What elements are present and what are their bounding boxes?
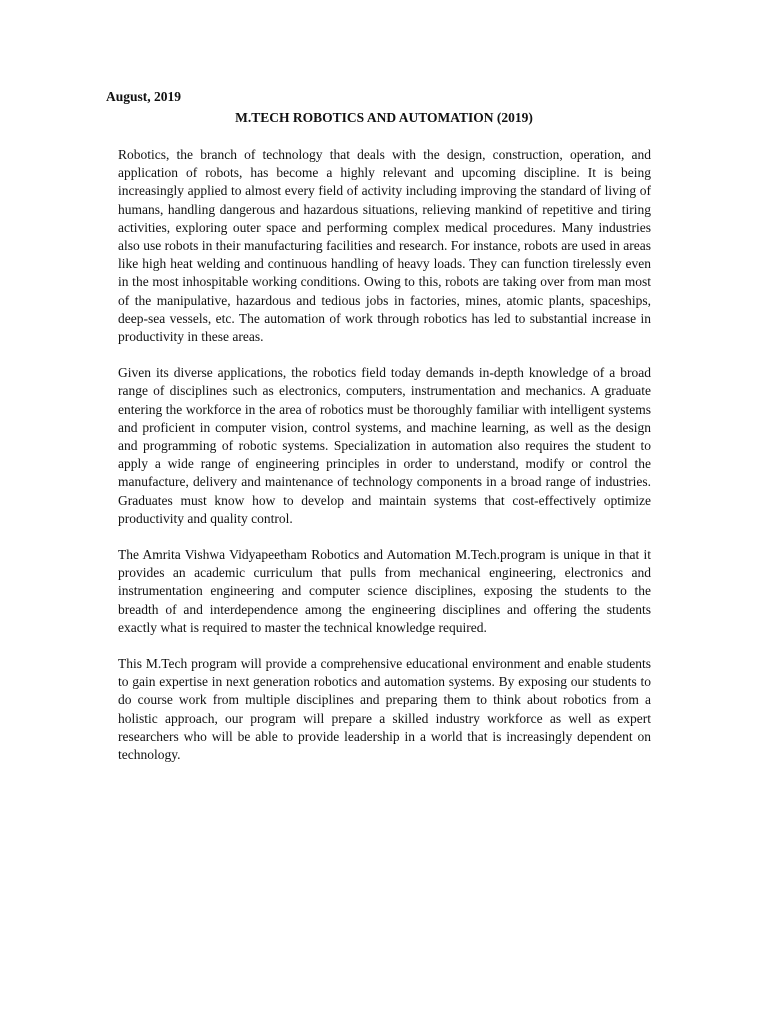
paragraph-robotics-intro: Robotics, the branch of technology that deals with the design, construction, operation, and application of robots, has become a highly relevant and upcoming discipline. It is being increasingly applied to almost every field of activity including improving the standard of living of humans, handling dangerous and hazardous situations, relieving mankind of repetitive and tiring activities, exploring outer space and performing complex medical procedures. Many industries also use robots in their manufacturing facilities and research. For instance, robots are used in areas like high heat welding and continuous handling of heavy loads. They can function tirelessly even in the most inhospitable working conditions. Owing to this, robots are taking over from man most of the manipulative, hazardous and tedious jobs in factories, mines, atomic plants, spaceships, deep-sea vessels, etc. The automation of work through robotics has led to substantial increase in productivity in these areas. [118, 147, 651, 345]
document-date: August, 2019 [106, 89, 182, 104]
paragraph-program-goals: This M.Tech program will provide a comprehensive educational environment and enable students to gain expertise in next generation robotics and automation systems. By exposing our students to do course work from multiple disciplines and preparing them to think about robotics from a holistic approach, our program will prepare a skilled industry workforce as well as expert researchers who will be able to provide leadership in a world that is increasingly dependent on technology. [118, 656, 651, 763]
paragraph-applications: Given its diverse applications, the robotics field today demands in-depth knowledge of a broad range of disciplines such as electronics, computers, instrumentation and mechanics. A graduate entering the workforce in the area of robotics must be thoroughly familiar with intelligent systems and proficient in computer vision, control systems, and machine learning, as well as the design and programming of robotic systems. Specialization in automation also requires the student to apply a wide range of engineering principles in order to understand, modify or control the manufacture, delivery and maintenance of technology components in a broad range of industries. Graduates must know how to develop and maintain systems that cost-effectively optimize productivity and quality control. [118, 365, 651, 526]
document-title: M.TECH ROBOTICS AND AUTOMATION (2019) [235, 110, 533, 125]
document-body [118, 146, 651, 782]
paragraph-program-unique: The Amrita Vishwa Vidyapeetham Robotics and Automation M.Tech.program is unique in that it provides an academic curriculum that pulls from mechanical engineering, electronics and instrumentation engineering and computer science disciplines, exposing the students to the breadth of and interdependence among the engineering disciplines and offering the students exactly what is required to master the technical knowledge required. [118, 547, 651, 635]
